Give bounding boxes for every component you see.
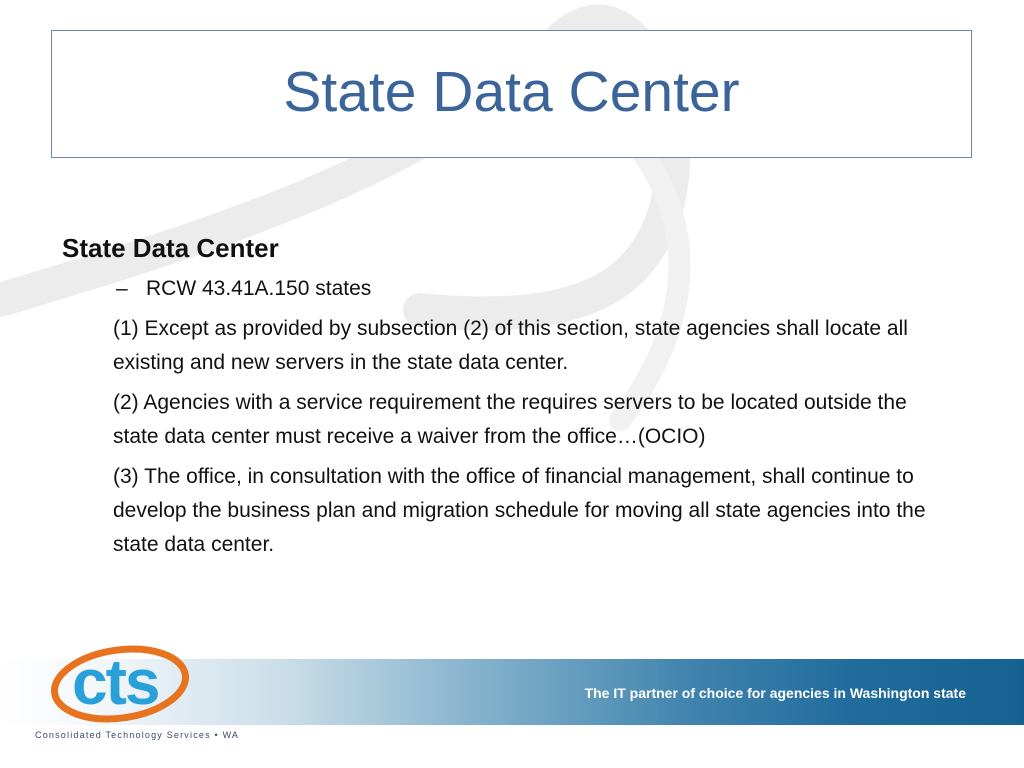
paragraph-2: (2) Agencies with a service requirement the requires servers to be located outside the state data center must receive a waiver from the office…(OCIO) (113, 391, 907, 448)
statute-reference-text: RCW 43.41A.150 states (146, 277, 372, 300)
paragraph-1: (1) Except as provided by subsection (2) of this section, state agencies shall locate all existing and new servers in the state data center. (113, 317, 908, 374)
cts-logo (50, 638, 200, 726)
logo-caption: Consolidated Technology Services • WA (35, 730, 240, 740)
cts-logo-text: cts (72, 646, 159, 718)
paragraph-3: (3) The office, in consultation with the office of financial management, shall continue to develop the business plan and migration schedule for moving all state agencies into the state data center. (113, 465, 926, 556)
content-body (62, 228, 942, 562)
statute-reference (116, 272, 942, 306)
footer-tagline: The IT partner of choice for agencies in Washington state (584, 685, 966, 701)
section-heading: State Data Center (62, 233, 279, 263)
title-box (51, 30, 972, 158)
dash-bullet: – (116, 277, 128, 300)
slide-title: State Data Center (283, 59, 740, 124)
